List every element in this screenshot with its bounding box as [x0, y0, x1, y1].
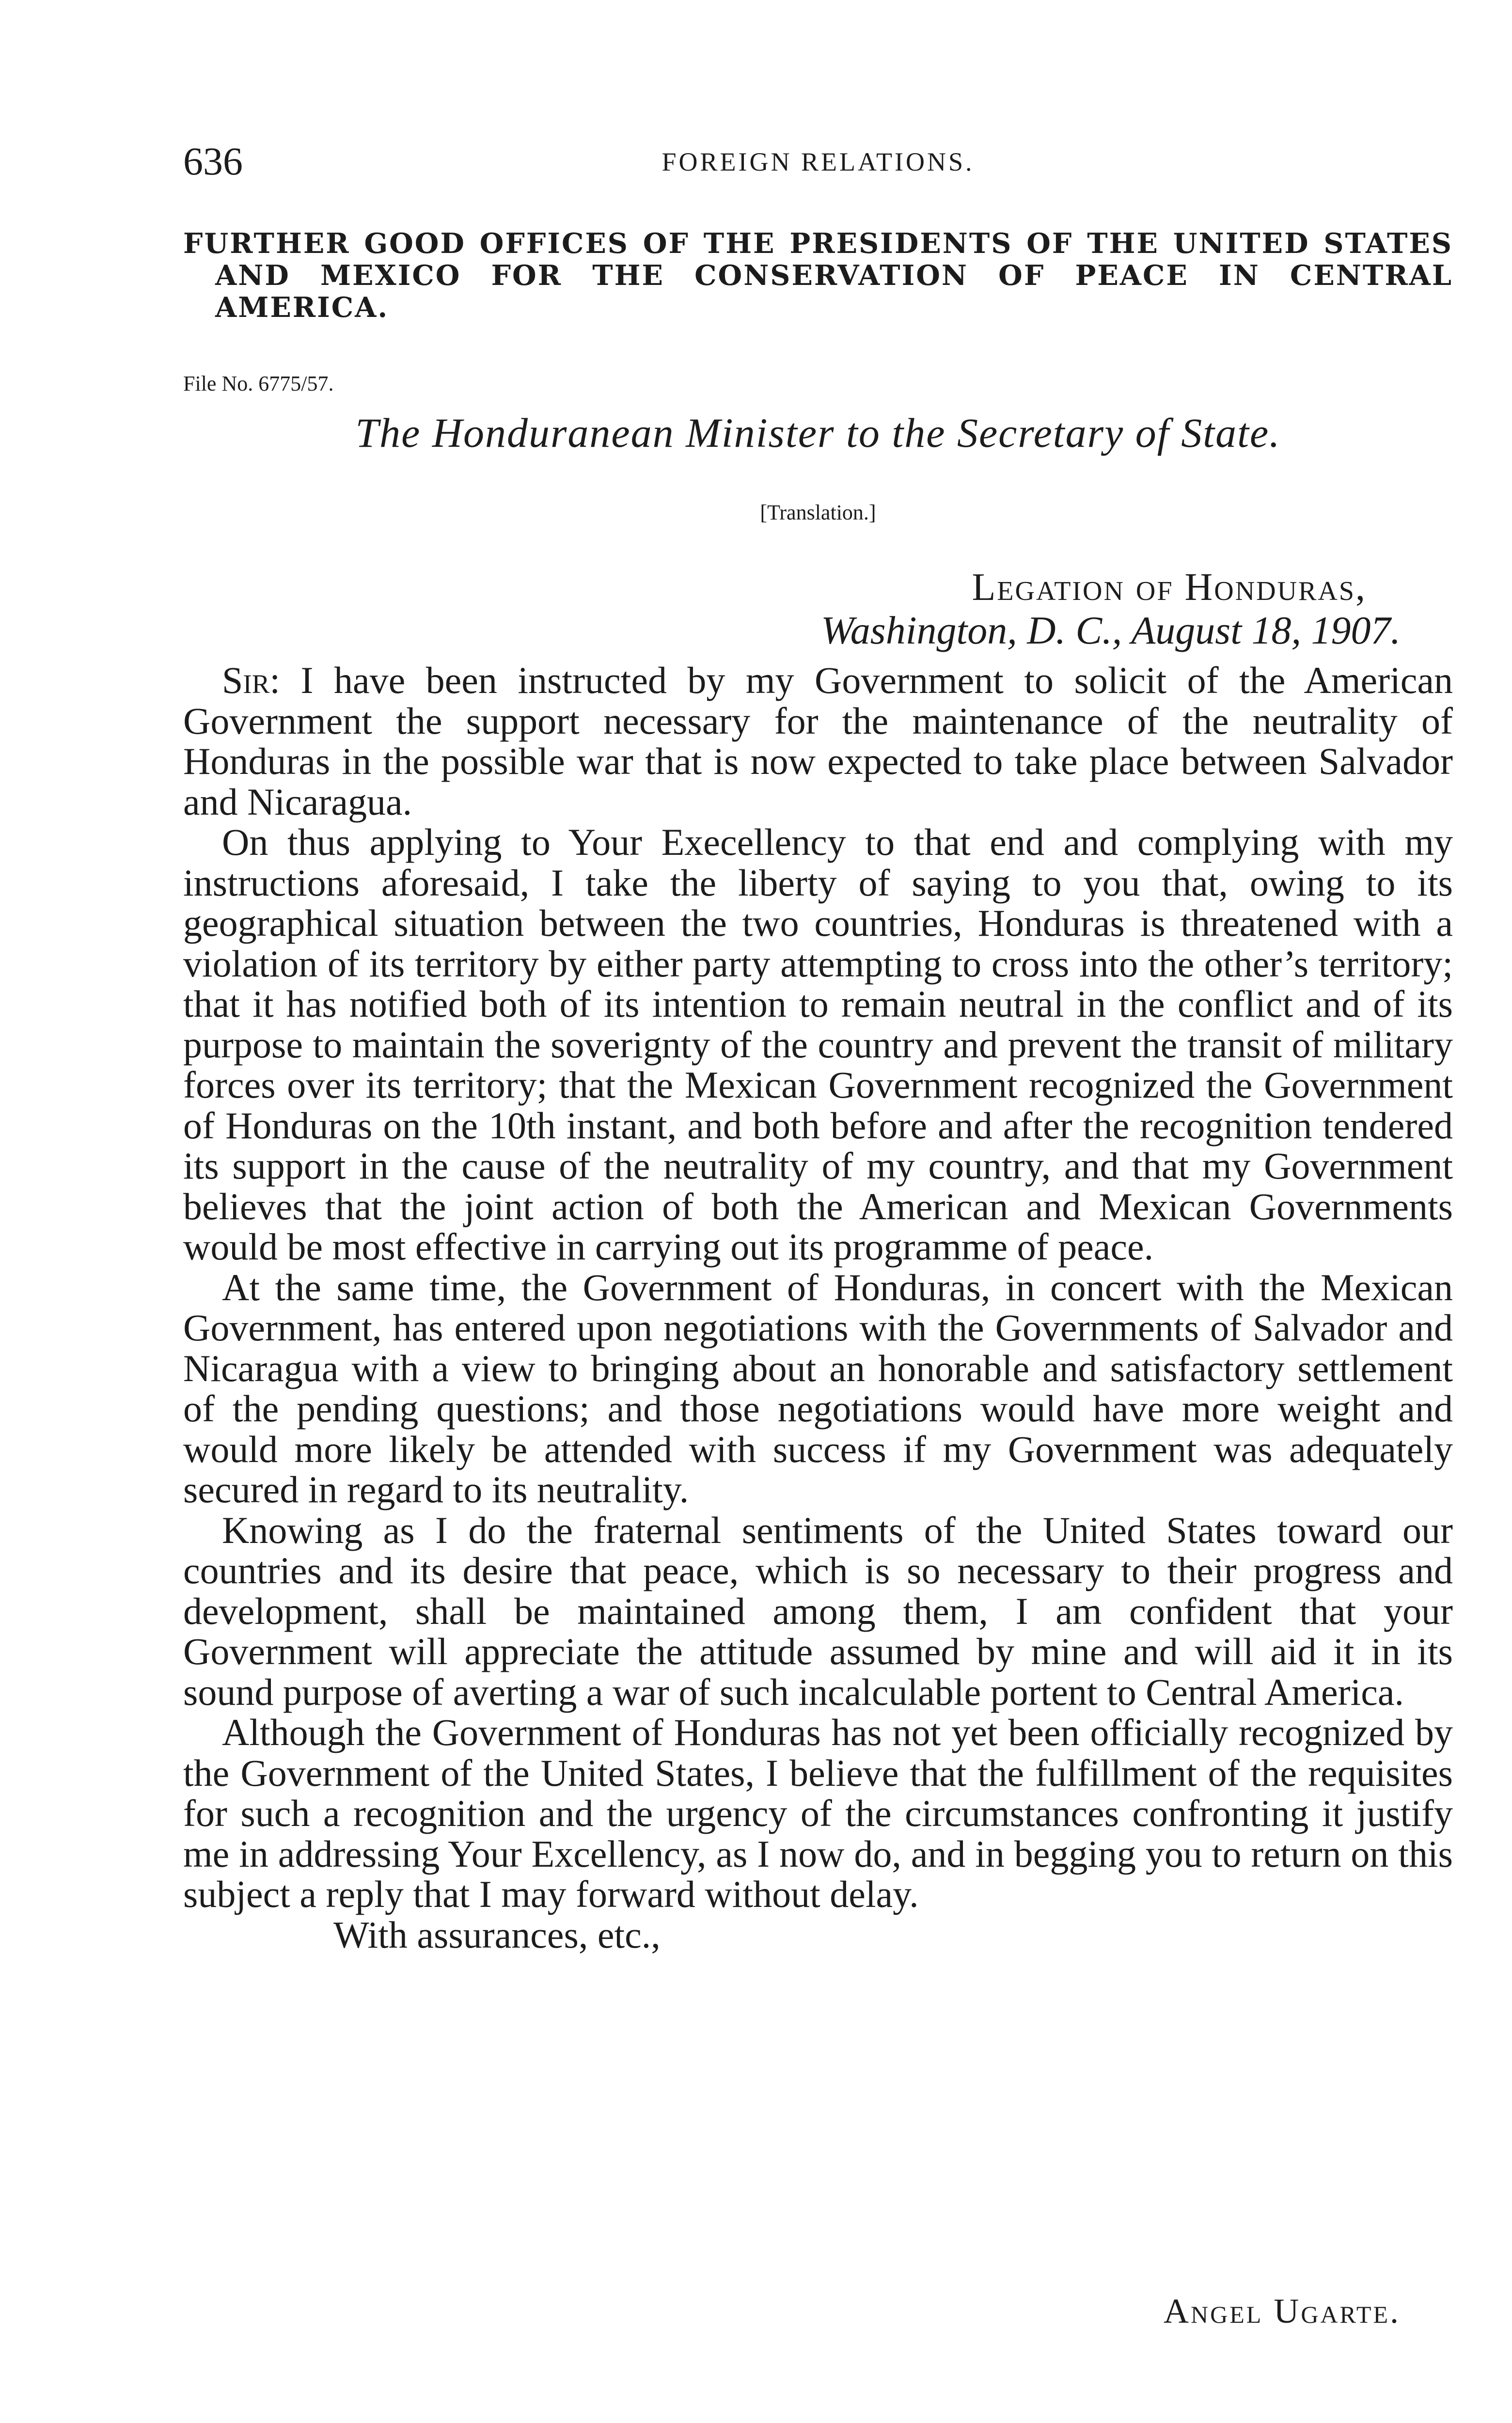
running-head [183, 140, 1453, 183]
legation-block [821, 566, 1401, 652]
paragraph [183, 660, 1453, 822]
paragraph: Knowing as I do the fraternal sentiments of the United States toward our countries and its desire that peace, which is so necessary to their progress and development, shall be maintained among them, I am confident that your Government will appreciate the attitude assumed by mine and will aid it in its sound purpose of averting a war of such incalculable portent to Central America. [183, 1509, 1453, 1713]
paragraph: On thus applying to Your Execellency to that end and complying with my instructions aforesaid, I take the liberty of saying to you that, owing to its geographical situation between the two countries, Honduras is threatened with a violation of its territory by either party attempting to cross into the other’s territory; that it has notified both of its intention to remain neutral in the conflict and of its purpose to maintain the soverignty of the country and prevent the transit of military forces over its territory; that the Mexican Government recognized the Government of Honduras on the 10th instant, and both before and after the recognition tendered its support in the cause of the neutrality of my country, and that my Government believes that the joint action of both the American and Mexican Governments would be most effective in carrying out its programme of peace. [183, 821, 1453, 1268]
section-heading: FURTHER GOOD OFFICES OF THE PRESIDENTS OF THE UNITED STATES AND MEXICO FOR THE CONSERVATION OF PEACE IN CENTRAL AMERICA. [183, 227, 1453, 324]
file-number: File No. 6775/57. [183, 372, 334, 395]
running-title: FOREIGN RELATIONS. [662, 147, 975, 176]
salutation: Sir: [222, 659, 281, 701]
translation-note: [Translation.] [760, 501, 876, 524]
legation-name: Legation of Honduras, [972, 566, 1367, 609]
letter-body [183, 660, 1453, 1955]
signature: Angel Ugarte. [1164, 2292, 1401, 2330]
paragraph: Although the Government of Honduras has not yet been officially recognized by the Government of the United States, I believe that the fulfillment of the requisites for such a recognition and the urgency of the circumstances confronting it justify me in addressing Your Excellency, as I now do, and in begging you to return on this subject a reply that I may forward without delay. [183, 1711, 1453, 1915]
legation-place-date: Washington, D. C., August 18, 1907. [821, 608, 1401, 652]
paragraph: At the same time, the Government of Honduras, in concert with the Mexican Government, has entered upon negotiations with the Governments of Salvador and Nicaragua with a view to bringing about an honorable and satisfactory settlement of the pending questions; and those negotiations would have more weight and would more likely be attended with success if my Government was adequately secured in regard to its neutrality. [183, 1266, 1453, 1510]
page-number: 636 [183, 139, 243, 183]
paragraph-text: I have been instructed by my Government to solicit of the American Government the support necessary for the maintenance of the neutrality of Honduras in the possible war that is now expected to take place between Salvador and Nicaragua. [183, 659, 1453, 823]
document-title: The Honduranean Minister to the Secretary of State. [355, 409, 1281, 456]
closing-line: With assurances, etc., [333, 1913, 661, 1956]
